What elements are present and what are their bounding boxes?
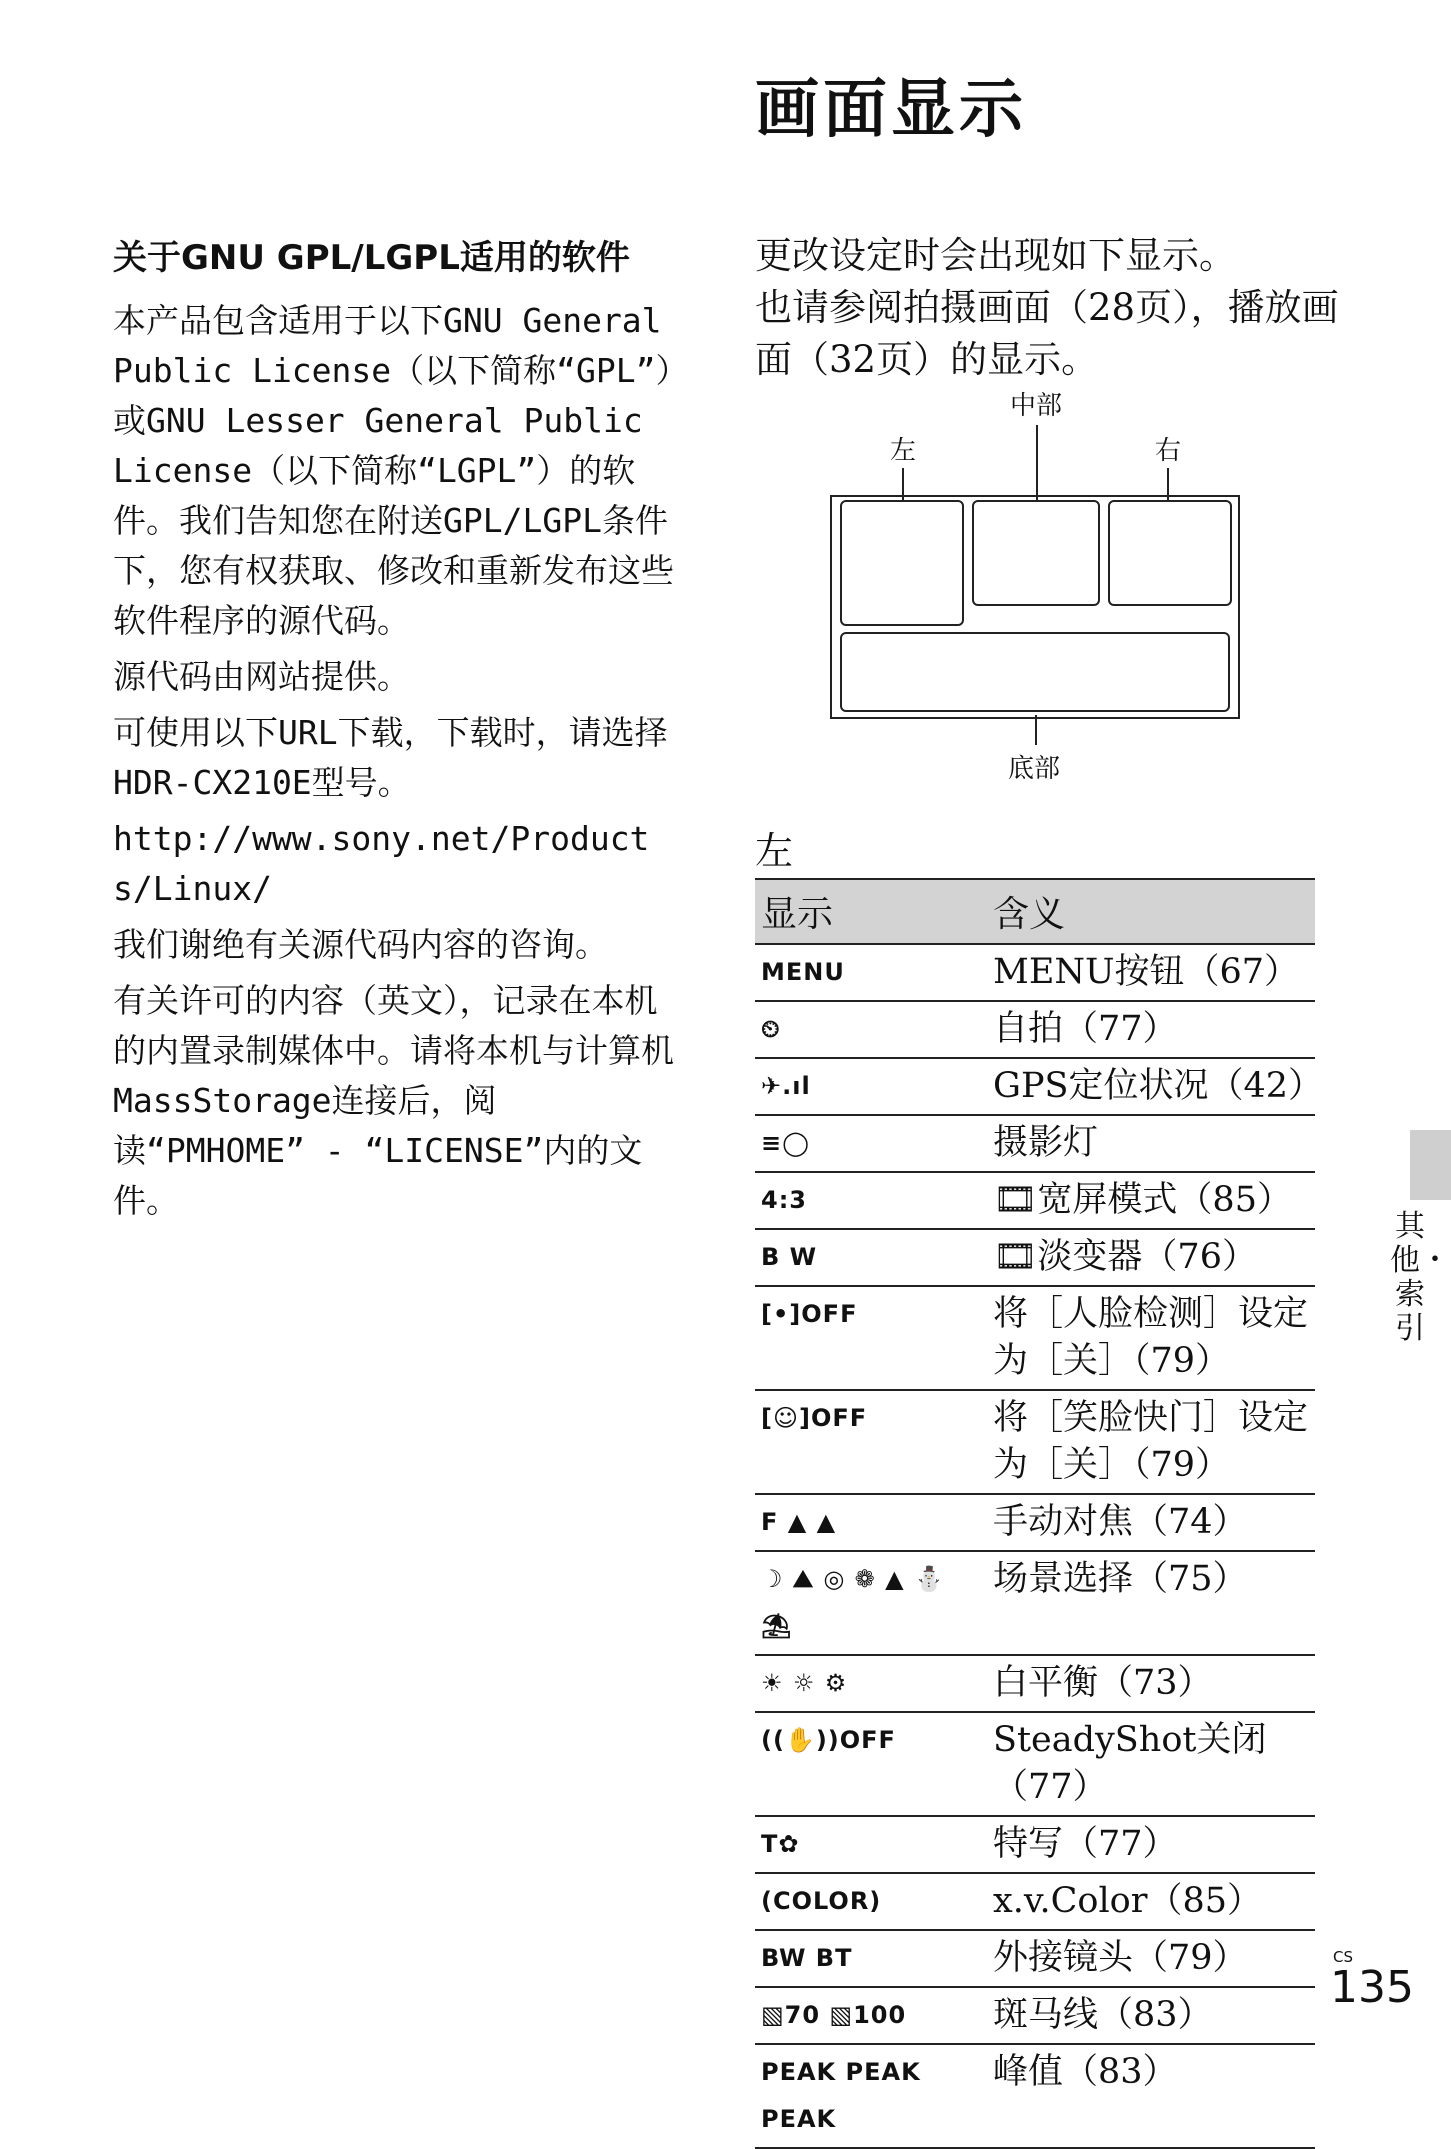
diagram-label-right: 右 — [1155, 436, 1182, 466]
url-text: http://www.sony.net/Products/Linux/ — [113, 819, 650, 908]
display-icon: [☺]OFF — [755, 1390, 987, 1494]
display-icon: ≡◯ — [755, 1115, 987, 1172]
display-icon: ☀ ☼ ⚙ — [755, 1655, 987, 1712]
intro-line: 更改设定时会出现如下显示。 — [755, 234, 1236, 277]
table-row — [755, 1712, 1315, 1816]
intro-line: 也请参阅拍摄画面（28页），播放画面（32页）的显示。 — [755, 286, 1339, 381]
diagram-label-left: 左 — [890, 436, 917, 466]
table-row — [755, 1058, 1315, 1115]
diagram-label-center: 中部 — [1010, 391, 1063, 421]
meaning-cell: 峰值（83） — [987, 2044, 1315, 2148]
diagram-label-bottom: 底部 — [1008, 754, 1061, 784]
table-header: 含义 — [987, 879, 1315, 944]
display-icon: BW BT — [755, 1930, 987, 1987]
screen-diagram — [830, 380, 1240, 785]
page-title: 画面显示 — [755, 73, 1027, 147]
meaning-cell: x.v.Color（85） — [987, 1873, 1315, 1930]
meaning-cell: 白平衡（73） — [987, 1655, 1315, 1712]
display-icon: ▧70 ▧100 — [755, 1987, 987, 2044]
leader-line — [1036, 425, 1038, 500]
display-icon: ☽ ⛰ ◎ ❁ ▲ ⛄ ⛱ — [755, 1551, 987, 1655]
table-row — [755, 1551, 1315, 1655]
region-bottom — [840, 632, 1230, 712]
meaning-cell: 🎞宽屏模式（85） — [987, 1172, 1315, 1229]
table-row — [755, 1172, 1315, 1229]
table-row — [755, 1286, 1315, 1390]
display-icon: ⏲ — [755, 1001, 987, 1058]
meaning-cell: 将［笑脸快门］设定为［关］（79） — [987, 1390, 1315, 1494]
meaning-cell: 🎞淡变器（76） — [987, 1229, 1315, 1286]
display-icon: ((✋))OFF — [755, 1712, 987, 1816]
page-number: 135 — [1330, 1962, 1414, 2013]
side-tab — [1410, 1130, 1451, 1200]
table-row — [755, 2044, 1315, 2148]
meaning-cell: 外接镜头（79） — [987, 1930, 1315, 1987]
meaning-cell: GPS定位状况（42） — [987, 1058, 1315, 1115]
display-icon: MENU — [755, 944, 987, 1001]
table-row — [755, 1494, 1315, 1551]
left-paragraph: 我们谢绝有关源代码内容的咨询。 — [113, 925, 608, 964]
meaning-cell: MENU按钮（67） — [987, 944, 1315, 1001]
display-icon: ✈.ıl — [755, 1058, 987, 1115]
region-right — [1108, 500, 1232, 606]
display-icon: T✿ — [755, 1816, 987, 1873]
table-header: 显示 — [755, 879, 987, 944]
table-row — [755, 1930, 1315, 1987]
meaning-cell: 场景选择（75） — [987, 1551, 1315, 1655]
table-row — [755, 1001, 1315, 1058]
display-table — [755, 878, 1324, 2149]
meaning-cell: 自拍（77） — [987, 1001, 1315, 1058]
table-row — [755, 1873, 1315, 1930]
left-paragraph: 可使用以下URL下载，下载时，请选择HDR-CX210E型号。 — [113, 713, 668, 802]
section-title: 左 — [755, 829, 794, 873]
region-center — [972, 500, 1100, 606]
left-paragraph: 源代码由网站提供。 — [113, 657, 410, 696]
table-row — [755, 944, 1315, 1001]
left-paragraph: 本产品包含适用于以下GNU General Public License（以下简称“GPL”）或GNU Lesser General Public License（以下简称“LGPL”）的软件。我们告知您在附送GPL/LGPL条件下，您有权获取、修改和重新发布这些软件程序的源代码。 — [113, 301, 674, 640]
meaning-cell: 手动对焦（74） — [987, 1494, 1315, 1551]
display-icon: [•]OFF — [755, 1286, 987, 1390]
display-icon: (COLOR) — [755, 1873, 987, 1930]
language-code: CS — [1333, 1948, 1353, 1966]
left-paragraph: 有关许可的内容（英文），记录在本机的内置录制媒体中。请将本机与计算机MassStorage连接后，阅读“PMHOME” - “LICENSE”内的文件。 — [113, 981, 674, 1220]
right-intro — [755, 230, 1355, 386]
display-icon: F ▲ ▲ — [755, 1494, 987, 1551]
side-tab-label: 其他・索引 — [1390, 1209, 1450, 1346]
table-row — [755, 1115, 1315, 1172]
table-row — [755, 1390, 1315, 1494]
table-row — [755, 1229, 1315, 1286]
meaning-cell: 特写（77） — [987, 1816, 1315, 1873]
display-icon: B W — [755, 1229, 987, 1286]
table-row — [755, 1987, 1315, 2044]
meaning-cell: 斑马线（83） — [987, 1987, 1315, 2044]
meaning-cell: 摄影灯 — [987, 1115, 1315, 1172]
table-row — [755, 1655, 1315, 1712]
table-row — [755, 1816, 1315, 1873]
display-icon: 4:3 — [755, 1172, 987, 1229]
table-header-row — [755, 879, 1315, 944]
region-left — [840, 500, 964, 626]
left-heading: 关于GNU GPL/LGPL适用的软件 — [113, 238, 630, 278]
display-icon: PEAK PEAK PEAK — [755, 2044, 987, 2148]
leader-line — [1035, 715, 1037, 745]
left-column — [113, 296, 683, 1232]
meaning-cell: 将［人脸检测］设定为［关］（79） — [987, 1286, 1315, 1390]
meaning-cell: SteadyShot关闭（77） — [987, 1712, 1315, 1816]
